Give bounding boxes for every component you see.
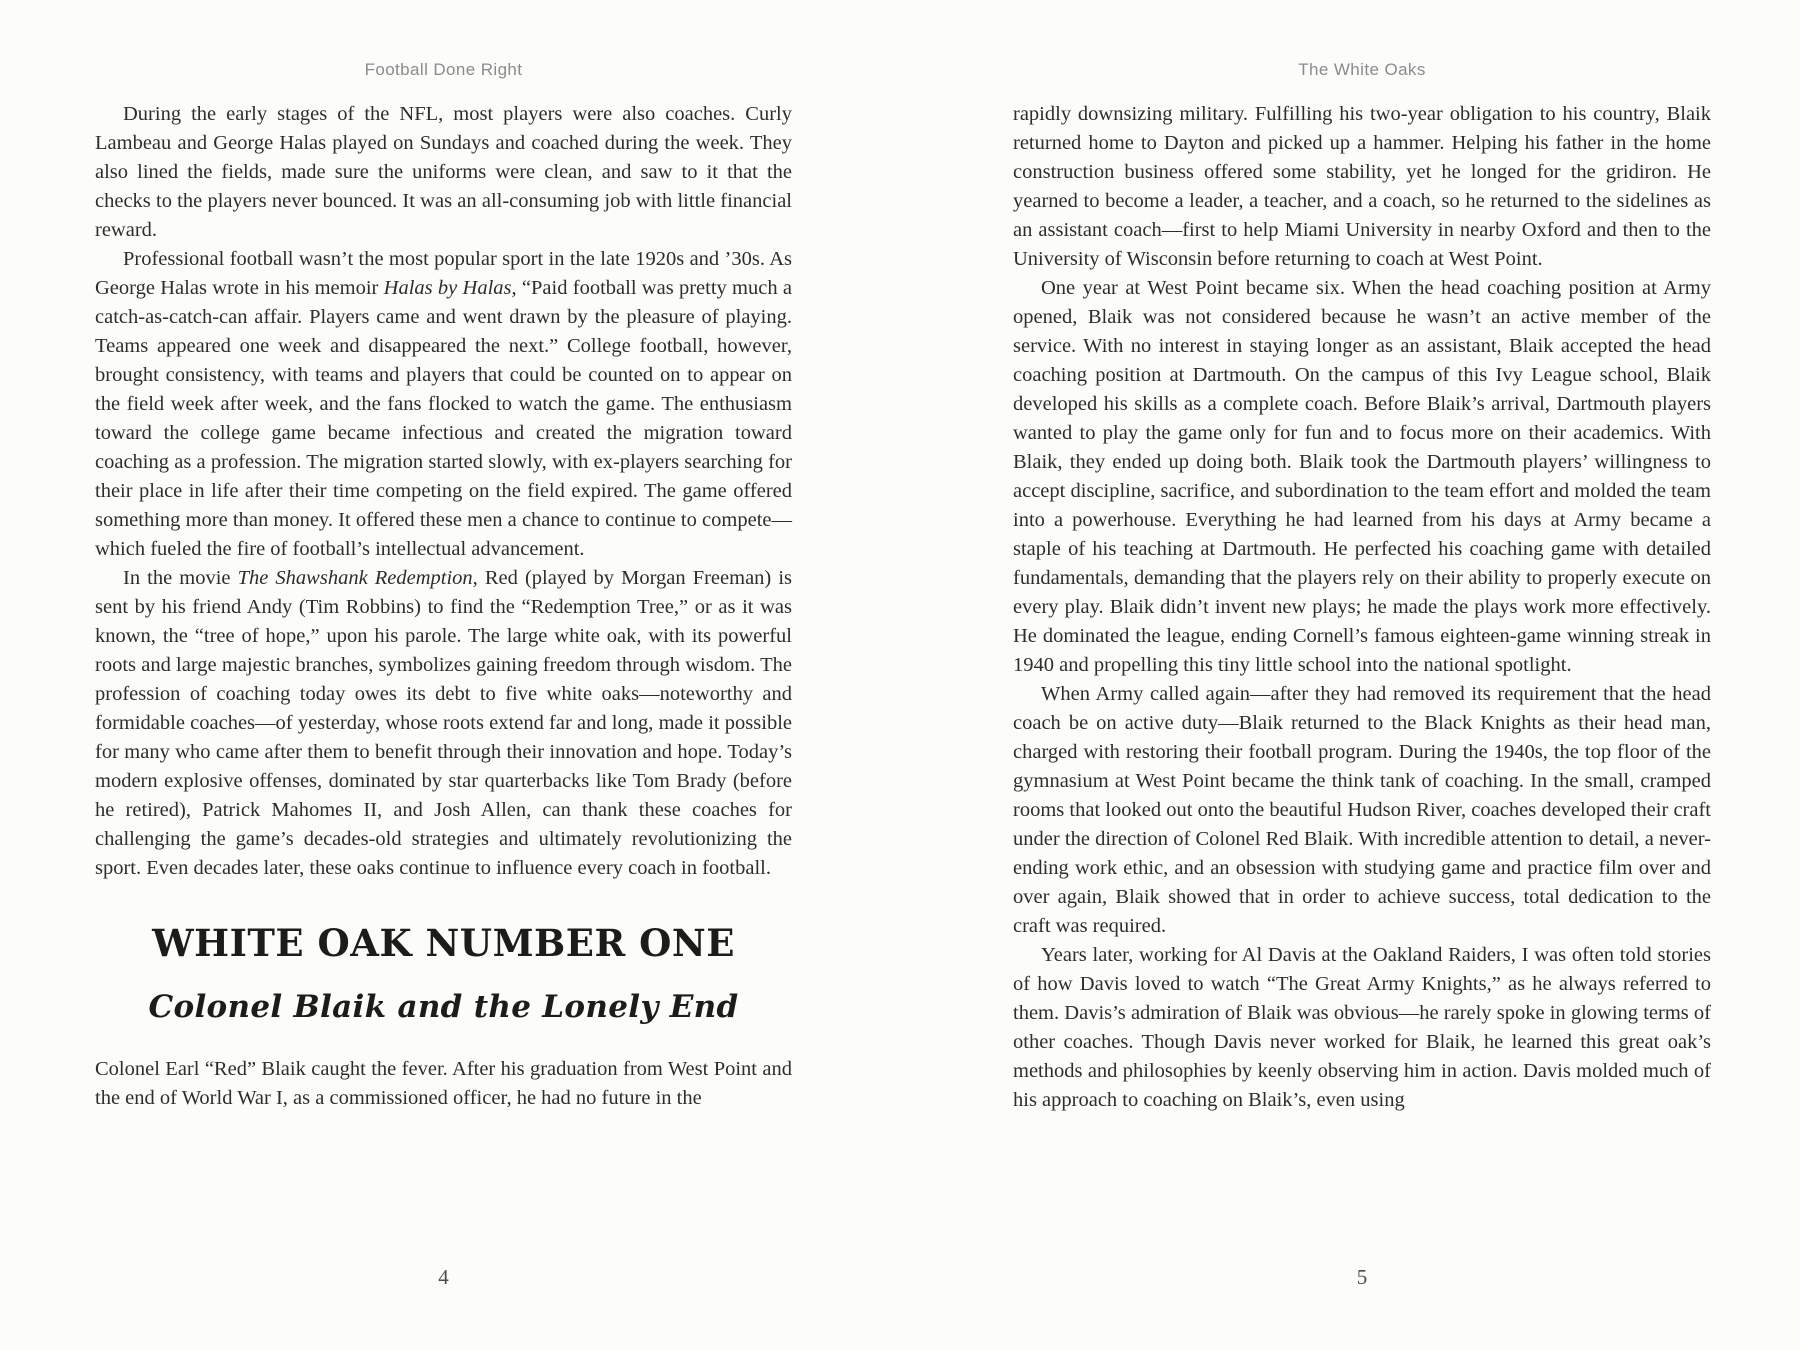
body-text: During the early stages of the NFL, most players were also coaches. Curly Lambeau and George Halas played on Sundays and coached during the week. They also lined the fields, made sure the uniforms were clean, and saw to it that the checks to the players never bounced. It was an all-consuming job with little financial reward.	[95, 103, 792, 241]
paragraph	[1013, 274, 1711, 680]
italic-title-text: The Shawshank Redemption	[237, 567, 473, 589]
page-number: 4	[438, 1265, 449, 1289]
paragraph	[95, 564, 792, 883]
page-body	[1013, 100, 1711, 1115]
body-text: Professional football wasn’t the most popular sport in the late 1920s and ’30s. As George Halas wrote in his memoir	[95, 248, 792, 299]
running-head: Football Done Right	[364, 60, 523, 79]
paragraph	[1013, 941, 1711, 1115]
body-text: , “Paid football was pretty much a catch-as-catch-can affair. Players came and went drawn by the pleasure of playing. Teams appeared one week and disappeared the next.” College football, however, brought consistency, with teams and players that could be counted on to appear on the field week after week, and the fans flocked to watch the game. The enthusiasm toward the college game became infectious and created the migration toward coaching as a profession. The migration started slowly, with ex-players searching for their place in life after their time competing on the field expired. The game offered something more than money. It offered these men a chance to continue to compete—which fueled the fire of football’s intellectual advancement.	[95, 277, 792, 560]
section-subheading: Colonel Blaik and the Lonely End	[148, 989, 739, 1025]
page-left	[95, 0, 792, 1350]
body-text: Years later, working for Al Davis at the Oakland Raiders, I was often told stories of how Davis loved to watch “The Great Army Knights,” as he always referred to them. Davis’s admiration of Blaik was obvious—he rarely spoke in glowing terms of other coaches. Though Davis never worked for Blaik, he learned this great oak’s methods and philosophies by keenly observing him in action. Davis molded much of his approach to coaching on Blaik’s, even using	[1013, 944, 1711, 1111]
body-text: One year at West Point became six. When the head coaching position at Army opened, Blaik was not considered because he wasn’t an active member of the service. With no interest in staying longer as an assistant, Blaik accepted the head coaching position at Dartmouth. On the campus of this Ivy League school, Blaik developed his skills as a complete coach. Before Blaik’s arrival, Dartmouth players wanted to play the game only for fun and to focus more on their academics. With Blaik, they ended up doing both. Blaik took the Dartmouth players’ willingness to accept discipline, sacrifice, and subordination to the team effort and molded the team into a powerhouse. Everything he had learned from his days at Army became a staple of his teaching at Dartmouth. He perfected his coaching game with detailed fundamentals, demanding that the players rely on their ability to properly execute on every play. Blaik didn’t invent new plays; he made the plays work more effectively. He dominated the league, ending Cornell’s famous eighteen-game winning streak in 1940 and propelling this tiny little school into the national spotlight.	[1013, 277, 1711, 676]
page-right	[1013, 0, 1711, 1350]
paragraph	[1013, 100, 1711, 274]
italic-title-text: Halas by Halas	[383, 277, 512, 299]
body-text: Colonel Earl “Red” Blaik caught the fever. After his graduation from West Point and the end of World War I, as a commissioned officer, he had no future in the	[95, 1058, 792, 1109]
paragraph	[95, 245, 792, 564]
paragraph	[95, 1055, 792, 1113]
body-text: rapidly downsizing military. Fulfilling his two-year obligation to his country, Blaik returned home to Dayton and picked up a hammer. Helping his father in the home construction business offered some stability, yet he longed for the gridiron. He yearned to become a leader, a teacher, and a coach, so he returned to the sidelines as an assistant coach—first to help Miami University in nearby Oxford and then to the University of Wisconsin before returning to coach at West Point.	[1013, 103, 1711, 270]
body-text: When Army called again—after they had removed its requirement that the head coach be on active duty—Blaik returned to the Black Knights as their head man, charged with restoring their football program. During the 1940s, the top floor of the gymnasium at West Point became the think tank of coaching. In the small, cramped rooms that looked out onto the beautiful Hudson River, coaches developed their craft under the direction of Colonel Red Blaik. With incredible attention to detail, a never-ending work ethic, and an obsession with studying game and practice film over and over again, Blaik showed that in order to achieve success, total dedication to the craft was required.	[1013, 683, 1711, 937]
page-number: 5	[1356, 1265, 1368, 1289]
body-text: In the movie	[123, 567, 238, 589]
section-heading: WHITE OAK NUMBER ONE	[152, 921, 735, 965]
paragraph	[95, 100, 792, 245]
running-head: The White Oaks	[1298, 60, 1426, 79]
body-text: , Red (played by Morgan Freeman) is sent by his friend Andy (Tim Robbins) to find the “Redemption Tree,” or as it was known, the “tree of hope,” upon his parole. The large white oak, with its powerful roots and large majestic branches, symbolizes gaining freedom through wisdom. The profession of coaching today owes its debt to five white oaks—noteworthy and formidable coaches—of yesterday, whose roots extend far and long, made it possible for many who came after them to benefit through their innovation and hope. Today’s modern explosive offenses, dominated by star quarterbacks like Tom Brady (before he retired), Patrick Mahomes II, and Josh Allen, can thank these coaches for challenging the game’s decades-old strategies and ultimately revolutionizing the sport. Even decades later, these oaks continue to influence every coach in football.	[95, 567, 792, 879]
page-body	[95, 100, 792, 1113]
paragraph	[1013, 680, 1711, 941]
